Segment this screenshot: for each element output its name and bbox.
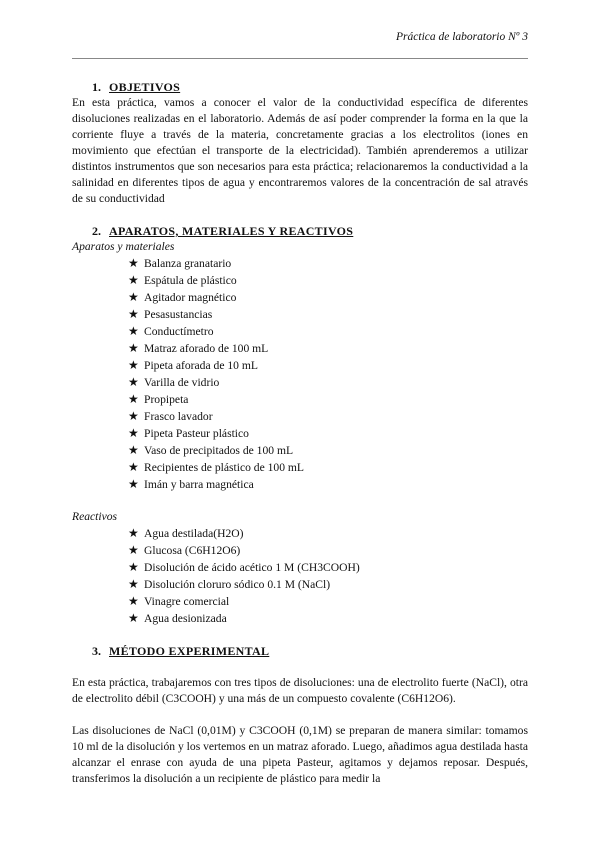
star-icon: ★ xyxy=(128,594,139,608)
section-title: APARATOS, MATERIALES Y REACTIVOS xyxy=(109,224,354,238)
section-title: OBJETIVOS xyxy=(109,80,181,94)
star-icon: ★ xyxy=(128,307,139,321)
section-number: 1. xyxy=(92,80,101,94)
list-item xyxy=(128,323,528,340)
list-item-text: Propipeta xyxy=(144,393,189,406)
section-number: 2. xyxy=(92,224,101,238)
list-item xyxy=(128,525,528,542)
materials-subheading: Aparatos y materiales xyxy=(72,240,175,253)
star-icon: ★ xyxy=(128,526,139,540)
header-rule xyxy=(72,58,528,59)
list-item-text: Imán y barra magnética xyxy=(144,478,254,491)
list-item xyxy=(128,391,528,408)
list-item-text: Espátula de plástico xyxy=(144,274,237,287)
list-item xyxy=(128,459,528,476)
list-item-text: Agua desionizada xyxy=(144,612,227,625)
star-icon: ★ xyxy=(128,256,139,270)
section-heading-aparatos xyxy=(72,223,528,239)
reagents-list xyxy=(72,525,528,627)
star-icon: ★ xyxy=(128,290,139,304)
section-number: 3. xyxy=(92,644,101,658)
star-icon: ★ xyxy=(128,577,139,591)
list-item-text: Pipeta Pasteur plástico xyxy=(144,427,249,440)
list-item xyxy=(128,559,528,576)
list-item xyxy=(128,357,528,374)
list-item-text: Varilla de vidrio xyxy=(144,376,220,389)
list-item xyxy=(128,408,528,425)
objetivos-paragraph: En esta práctica, vamos a conocer el valor de la conductividad específica de diferentes disoluciones realizadas en el laboratorio. Además de así poder comprender la forma en la que la corriente fluye a través de la materia, concretamente gracias a los electrolitos (iones en movimiento que efectúan el transporte de la electricidad). También aprenderemos a utilizar distintos instrumentos que son necesarios para esta práctica; relacionaremos la conductividad a la salinidad en diferentes tipos de agua y encontraremos valores de la concentración de sal através de su conductividad xyxy=(72,96,528,205)
list-item-text: Recipientes de plástico de 100 mL xyxy=(144,461,305,474)
list-item-text: Vaso de precipitados de 100 mL xyxy=(144,444,294,457)
star-icon: ★ xyxy=(128,375,139,389)
materials-list xyxy=(72,255,528,493)
star-icon: ★ xyxy=(128,560,139,574)
list-item xyxy=(128,306,528,323)
list-item xyxy=(128,425,528,442)
list-item xyxy=(128,576,528,593)
list-item xyxy=(128,610,528,627)
section-heading-metodo xyxy=(72,643,528,659)
star-icon: ★ xyxy=(128,477,139,491)
star-icon: ★ xyxy=(128,409,139,423)
list-item xyxy=(128,442,528,459)
star-icon: ★ xyxy=(128,543,139,557)
reagents-subheading: Reactivos xyxy=(72,510,118,523)
star-icon: ★ xyxy=(128,392,139,406)
page-content xyxy=(72,79,528,787)
star-icon: ★ xyxy=(128,426,139,440)
star-icon: ★ xyxy=(128,324,139,338)
list-item xyxy=(128,255,528,272)
list-item-text: Agua destilada(H2O) xyxy=(144,527,244,540)
list-item xyxy=(128,289,528,306)
list-item-text: Matraz aforado de 100 mL xyxy=(144,342,269,355)
star-icon: ★ xyxy=(128,358,139,372)
running-header: Práctica de laboratorio Nº 3 xyxy=(396,31,528,43)
list-item-text: Conductímetro xyxy=(144,325,214,338)
list-item-text: Glucosa (C6H12O6) xyxy=(144,544,241,557)
list-item-text: Disolución de ácido acético 1 M (CH3COOH) xyxy=(144,561,360,574)
star-icon: ★ xyxy=(128,611,139,625)
list-item xyxy=(128,272,528,289)
star-icon: ★ xyxy=(128,273,139,287)
list-item-text: Pipeta aforada de 10 mL xyxy=(144,359,258,372)
list-item xyxy=(128,476,528,493)
star-icon: ★ xyxy=(128,443,139,457)
list-item-text: Vinagre comercial xyxy=(144,595,230,608)
list-item xyxy=(128,340,528,357)
list-item xyxy=(128,542,528,559)
list-item-text: Disolución cloruro sódico 0.1 M (NaCl) xyxy=(144,578,331,591)
star-icon: ★ xyxy=(128,341,139,355)
metodo-paragraph-1: En esta práctica, trabajaremos con tres tipos de disoluciones: una de electrolito fuerte (NaCl), otra de electrolito débil (C3COOH) y una más de un compuesto covalente (C6H12O6). xyxy=(72,676,528,705)
section-title: MÉTODO EXPERIMENTAL xyxy=(109,644,270,658)
section-heading-objetivos xyxy=(72,79,528,95)
metodo-paragraph-2: Las disoluciones de NaCl (0,01M) y C3COOH (0,1M) se preparan de manera similar: tomamos 10 ml de la disolución y los vertemos en un matraz aforado. Luego, añadimos agua destilada hasta alcanzar el enrase con ayuda de una pipeta Pasteur, agitamos y dejamos reposar. Después, transferimos la disolución a un recipiente de plástico para medir la xyxy=(72,724,528,785)
list-item-text: Agitador magnético xyxy=(144,291,237,304)
list-item-text: Frasco lavador xyxy=(144,410,213,423)
star-icon: ★ xyxy=(128,460,139,474)
list-item xyxy=(128,593,528,610)
list-item xyxy=(128,374,528,391)
list-item-text: Balanza granatario xyxy=(144,257,232,270)
list-item-text: Pesasustancias xyxy=(144,308,213,321)
